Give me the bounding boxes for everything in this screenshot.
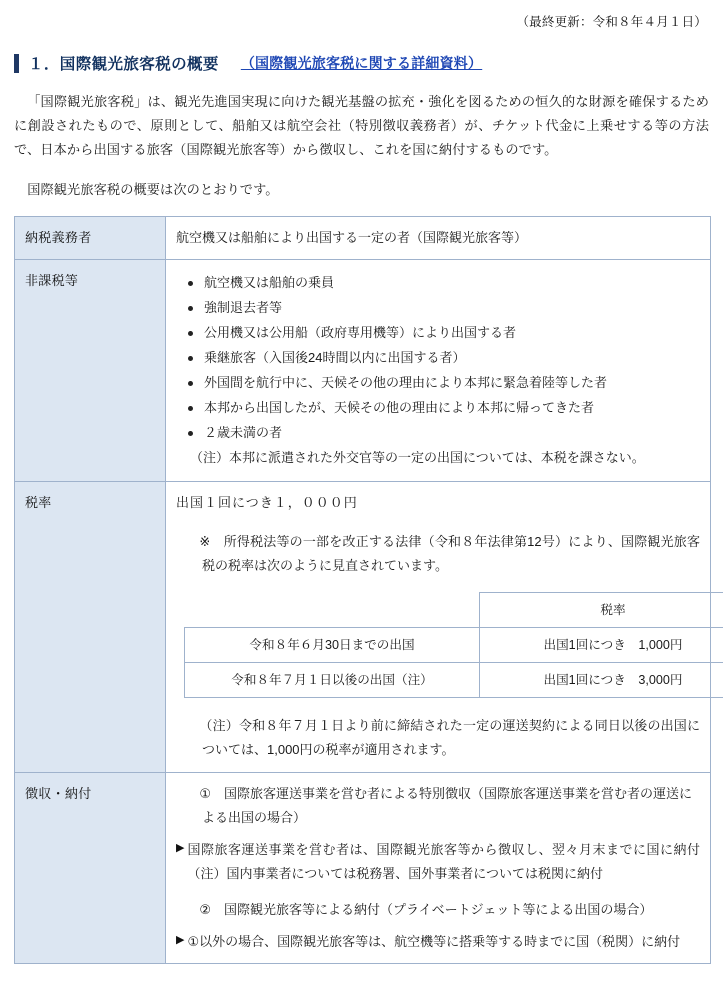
collection-item-2-detail [176,930,700,954]
list-item: 公用機又は公用船（政府専用機等）により出国する者 [202,321,700,346]
row-value-tax-rate [166,481,711,772]
table-row [185,592,723,627]
row-header-exemptions: 非課税等 [15,260,166,481]
list-item: 乗継旅客（入国後24時間以内に出国する者） [202,346,700,371]
section-accent-bar [14,54,19,73]
row-value-collection-payment [166,773,714,964]
triangle-right-icon: ▶ [176,933,185,946]
intro-paragraph-1: 「国際観光旅客税」は、観光先進国実現に向けた観光基盤の拡充・強化を図るための恒久的な財源を確保するために創設されたもので、原則として、船舶又は航空会社（特別徴収義務者）が、チケット代金に上乗せする等の方法で、日本から出国する旅客（国際観光旅客等）から徴収し、これを国に納付するものです。 [14,94,709,158]
tax-rate-footnote: （注）令和８年７月１日より前に締結された一定の運送契約による同日以後の出国については、1,000円の税率が適用されます。 [199,718,700,758]
collection-item-2: ② 国際観光旅客等による納付（プライベートジェット等による出国の場合） [199,901,653,917]
table-row [15,217,711,260]
tax-rate-table [184,592,723,698]
table-row [15,773,711,964]
inner-cell-rate: 出国1回につき 1,000円 [480,627,723,662]
tax-rate-revision-note: ※ 所得税法等の一部を改正する法律（令和８年法律第12号）により、国際観光旅客税の税率は次のように見直されています。 [199,533,700,573]
exemption-list [176,271,700,446]
row-header-taxpayer: 納税義務者 [15,217,166,260]
inner-header-rate: 税率 [480,592,723,627]
row-value-exemptions [166,260,711,481]
table-row [15,260,711,481]
collection-item-1-detail-text: 国際旅客運送事業を営む者は、国際観光旅客等から徴収し、翌々月末までに国に納付 （注）国内事業者については税務署、国外事業者については税関に納付 [187,842,714,881]
last-updated-text: （最終更新：令和８年４月１日） [516,15,707,29]
table-row [15,481,711,772]
collection-item-2-detail-text: ①以外の場合、国際観光旅客等は、航空機等に搭乗等する時までに国（税関）に納付 [187,933,681,949]
collection-item-1-detail [176,838,714,885]
exemption-note: （注）本邦に派遣された外交官等の一定の出国については、本税を課さない。 [190,450,645,466]
triangle-right-icon: ▶ [176,842,185,855]
inner-header-blank [185,592,480,627]
list-item: 航空機又は船舶の乗員 [202,271,700,296]
collection-item-1: ① 国際旅客運送事業を営む者による特別徴収（国際旅客運送事業を営む者の運送による出国の場合） [199,786,693,826]
intro-paragraph-2: 国際観光旅客税の概要は次のとおりです。 [27,182,279,198]
overview-table [14,216,714,964]
row-value-taxpayer: 航空機又は船舶により出国する一定の者（国際観光旅客等） [166,217,711,260]
section-title: １．国際観光旅客税の概要 [28,56,219,73]
list-item: 外国間を航行中に、天候その他の理由により本邦に緊急着陸等した者 [202,371,700,396]
row-header-collection-payment: 徴収・納付 [15,773,166,964]
table-row [185,662,723,697]
row-header-tax-rate: 税率 [15,481,166,772]
table-row [185,627,723,662]
detail-materials-link[interactable]: （国際観光旅客税に関する詳細資料） [240,55,483,71]
inner-cell-rate: 出国1回につき 3,000円 [480,662,723,697]
list-item: 本邦から出国したが、天候その他の理由により本邦に帰ってきた者 [202,396,700,421]
section-heading [12,52,711,74]
inner-cell-period: 令和８年６月30日までの出国 [185,627,480,662]
list-item: ２歳未満の者 [202,421,700,446]
tax-rate-main: 出国１回につき１，０００円 [176,494,358,510]
inner-cell-period: 令和８年７月１日以後の出国（注） [185,662,480,697]
list-item: 強制退去者等 [202,296,700,321]
